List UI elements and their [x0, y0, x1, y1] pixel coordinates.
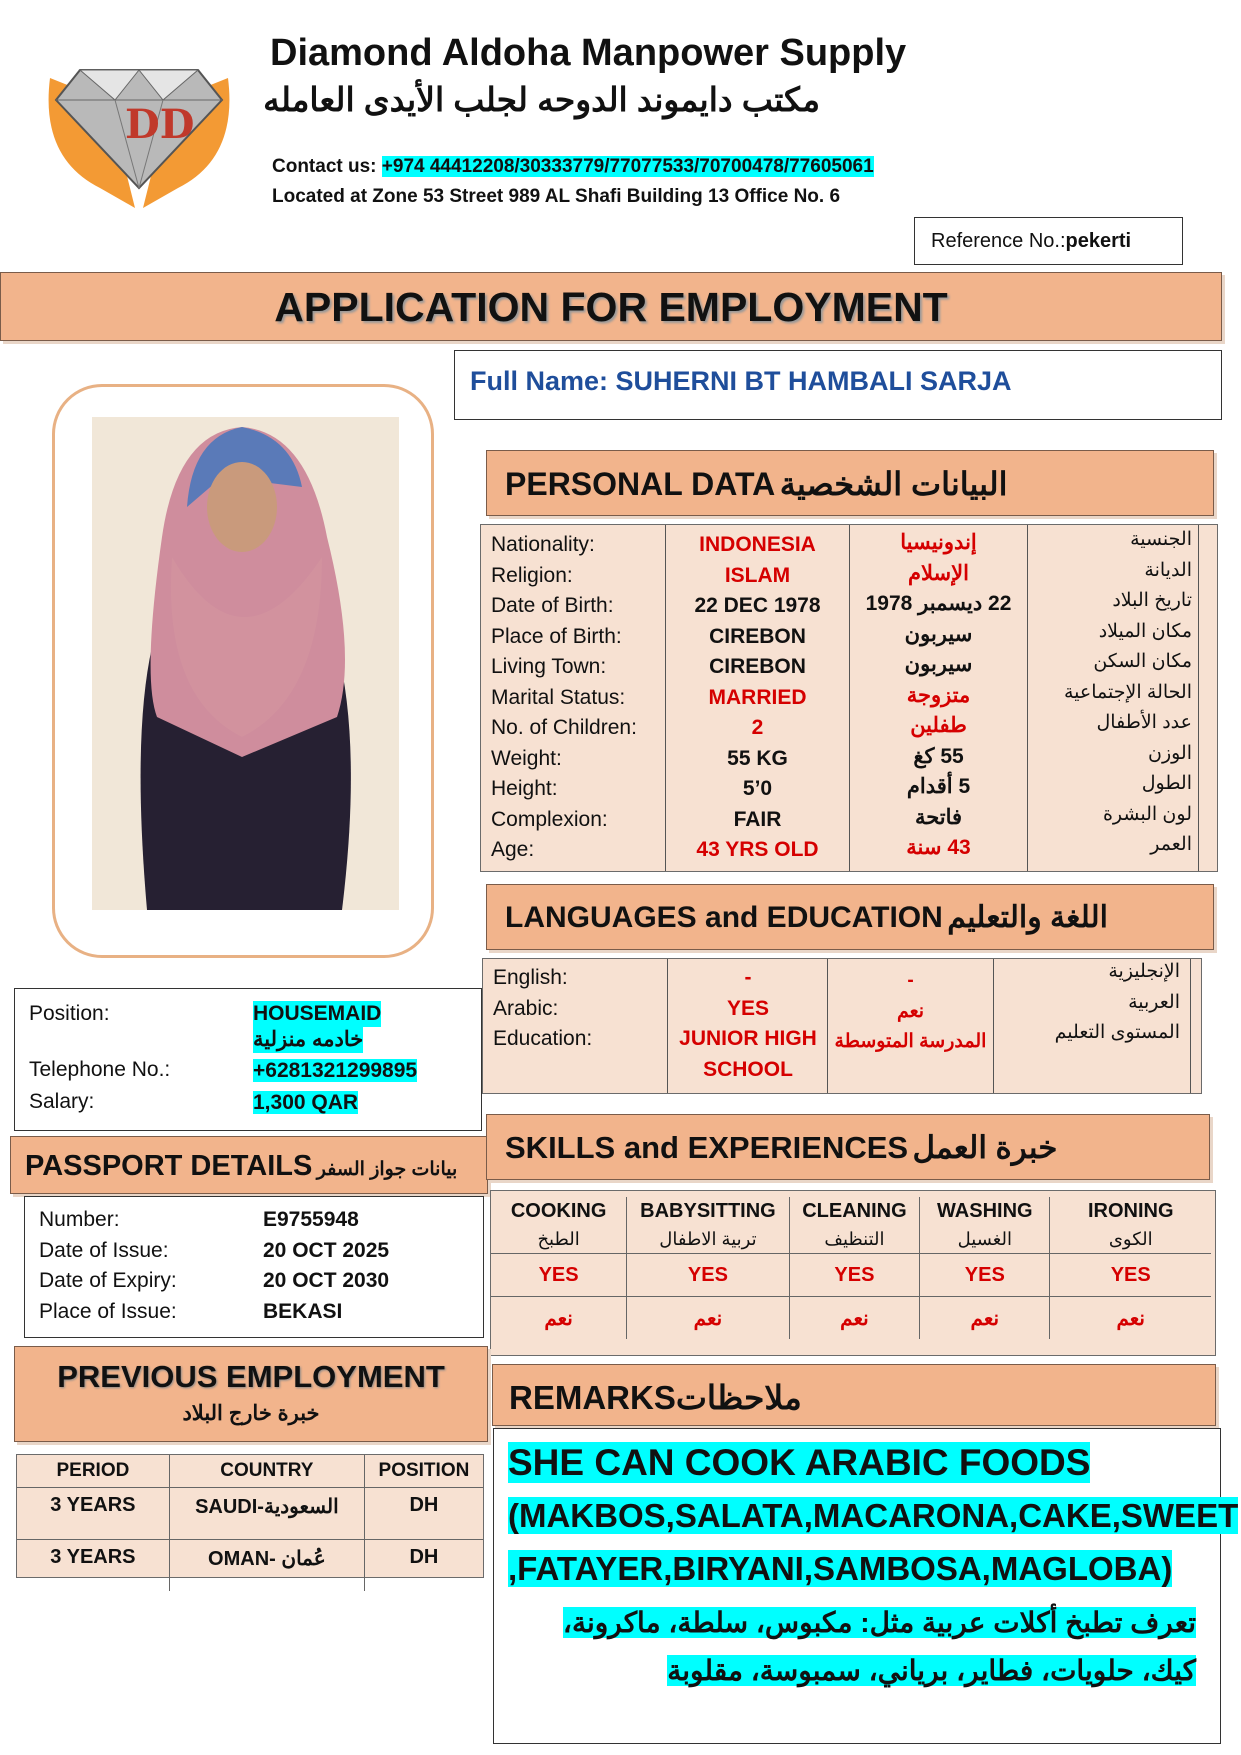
previous-position-cell: DH	[409, 1546, 439, 1568]
personal-value-ar: متزوجة	[906, 683, 971, 707]
passport-value: 20 OCT 2025	[263, 1238, 390, 1262]
company-name-en: Diamond Aldoha Manpower Supply	[270, 32, 907, 74]
passport-label: Place of Issue:	[39, 1299, 177, 1323]
personal-value-ar: 22 ديسمبر 1978	[865, 592, 1012, 615]
personal-label: Religion:	[491, 563, 573, 587]
personal-value: 43 YRS OLD	[696, 838, 819, 861]
reference-value: pekerti	[1065, 230, 1132, 252]
logo-letters: DD	[125, 101, 195, 148]
skills-table	[490, 1190, 1216, 1356]
skill-yes_ar-cell: نعم	[627, 1297, 789, 1340]
passport-label: Date of Expiry:	[39, 1269, 177, 1292]
telephone-label: Telephone No.:	[29, 1058, 171, 1081]
application-title	[0, 272, 1222, 341]
passport-label: Date of Issue:	[39, 1238, 169, 1262]
full-name-label: Full Name:	[470, 366, 609, 396]
skill-yes_ar-cell: نعم	[491, 1297, 627, 1340]
personal-label-ar: تاريخ البلاد	[1112, 590, 1192, 611]
applicant-photo	[92, 417, 399, 910]
previous-column-header: POSITION	[364, 1455, 483, 1488]
previous-country-cell: SAUDI-السعودية	[169, 1488, 364, 1540]
passport-heading	[10, 1136, 488, 1194]
personal-label: Age:	[491, 838, 535, 861]
personal-value-ar: إندونيسيا	[900, 531, 977, 554]
personal-data-table	[480, 524, 1218, 872]
skill-yes_ar-cell: نعم	[789, 1297, 919, 1340]
languages-heading	[486, 884, 1214, 950]
personal-value: 2	[751, 716, 764, 739]
skill-yes_ar-cell: نعم	[1116, 1307, 1145, 1330]
personal-label-ar: عدد الأطفال	[1096, 712, 1192, 733]
remarks-box	[493, 1428, 1239, 1744]
skill-ar-cell: التنظيف	[789, 1225, 919, 1254]
personal-data-heading	[486, 450, 1214, 516]
previous-country-cell: OMAN- عُمان	[169, 1540, 364, 1592]
skill-en-cell: WASHING	[920, 1197, 1050, 1225]
previous-heading-ar: خبرة خارج البلاد	[182, 1402, 320, 1425]
skills-heading-en: SKILLS and EXPERIENCES	[505, 1130, 909, 1165]
skill-ar-cell: الطبخ	[491, 1225, 627, 1254]
personal-label: Date of Birth:	[491, 594, 614, 617]
remarks-line-2: (MAKBOS,SALATA,MACARONA,CAKE,SWEET	[508, 1497, 1239, 1534]
company-logo	[30, 38, 248, 216]
personal-value-ar: فاتحة	[914, 805, 963, 829]
passport-heading-en: PASSPORT DETAILS	[25, 1150, 313, 1182]
personal-label-ar: مكان السكن	[1093, 651, 1192, 672]
skill-ar-cell: الغسيل	[920, 1225, 1050, 1254]
reference-label: Reference No.:	[931, 230, 1066, 252]
passport-label: Number:	[39, 1208, 120, 1231]
personal-label: Living Town:	[491, 655, 607, 678]
personal-value-ar: 43 سنة	[906, 836, 971, 859]
full-name-value: SUHERNI BT HAMBALI SARJA	[615, 366, 1012, 396]
personal-value: CIREBON	[709, 624, 806, 648]
personal-value-ar: 55 كغ	[913, 744, 964, 768]
personal-label-ar: لون البشرة	[1102, 803, 1192, 825]
personal-label-ar: الطول	[1141, 773, 1192, 794]
personal-value: FAIR	[733, 807, 782, 831]
personal-value: 55 KG	[727, 746, 788, 770]
skill-yes_ar-cell: نعم	[920, 1297, 1050, 1340]
skill-yes-cell: YES	[789, 1254, 919, 1297]
personal-label: No. of Children:	[491, 716, 637, 739]
reference-box	[914, 217, 1183, 265]
skill-yes-cell: YES	[491, 1254, 627, 1297]
skills-heading-ar: خبرة العمل	[912, 1130, 1058, 1165]
contact-line	[272, 156, 874, 178]
language-label-ar: العربية	[1128, 991, 1180, 1013]
full-name-box	[454, 350, 1222, 420]
remarks-heading	[492, 1364, 1216, 1426]
personal-label: Marital Status:	[491, 685, 626, 709]
languages-table	[482, 958, 1202, 1094]
personal-value: CIREBON	[709, 655, 806, 678]
language-label: Education:	[493, 1027, 593, 1050]
language-label: English:	[493, 966, 568, 989]
passport-value: BEKASI	[263, 1299, 343, 1323]
skill-en-cell: BABYSITTING	[627, 1197, 789, 1225]
languages-heading-ar: اللغة والتعليم	[947, 901, 1108, 934]
languages-heading-en: LANGUAGES and EDUCATION	[505, 901, 943, 934]
contact-numbers: +974 44412208/30333779/77077533/70700478/77605061	[381, 156, 874, 177]
remarks-line-1: SHE CAN COOK ARABIC FOODS	[508, 1442, 1091, 1483]
passport-heading-ar: بيانات جواز السفر	[316, 1159, 458, 1180]
telephone-value: +6281321299895	[253, 1059, 418, 1082]
personal-value-ar: طفلين	[910, 714, 967, 737]
remarks-heading-text: REMARKSملاحظات	[509, 1379, 802, 1416]
position-value: HOUSEMAID	[253, 1002, 382, 1025]
language-value: JUNIOR HIGH SCHOOL	[679, 1027, 817, 1081]
position-value-ar: خادمه منزلية	[253, 1028, 364, 1051]
language-label-ar: الإنجليزية	[1108, 961, 1180, 982]
personal-value: INDONESIA	[699, 533, 816, 556]
personal-heading-en: PERSONAL DATA	[505, 466, 776, 502]
remarks-line-5: كيك، حلويات، فطاير، برياني، سمبوسة، مقلوبة	[667, 1655, 1196, 1686]
personal-value: 5’0	[742, 777, 773, 800]
remarks-line-4: تعرف تطبخ أكلات عربية مثل: مكبوس، سلطة، ماكرونة،	[562, 1607, 1196, 1638]
language-value: -	[744, 966, 752, 989]
company-name-ar: مكتب دايموند الدوحه لجلب الأيدى العامله	[263, 81, 820, 118]
previous-column-header: COUNTRY	[169, 1455, 364, 1488]
skill-yes-cell: YES	[920, 1254, 1050, 1297]
salary-label: Salary:	[29, 1090, 95, 1113]
position-box	[14, 988, 482, 1131]
personal-label: Place of Birth:	[491, 624, 622, 648]
previous-column-header: PERIOD	[17, 1455, 169, 1488]
previous-employment-table	[16, 1454, 484, 1578]
application-title-text: APPLICATION FOR EMPLOYMENT	[274, 284, 948, 330]
language-label-ar: المستوى التعليم	[1054, 1022, 1180, 1043]
remarks-line-3: ,FATAYER,BIRYANI,SAMBOSA,MAGLOBA)	[508, 1550, 1173, 1587]
personal-label-ar: الديانة	[1144, 559, 1192, 581]
personal-label-ar: الوزن	[1147, 742, 1192, 764]
skill-en-cell: COOKING	[491, 1197, 627, 1225]
personal-value-ar: الإسلام	[908, 561, 969, 585]
previous-employment-heading	[14, 1346, 488, 1442]
skill-en-cell: IRONING	[1087, 1199, 1174, 1222]
personal-label: Weight:	[491, 746, 562, 770]
skill-en-cell: CLEANING	[789, 1197, 919, 1225]
personal-value: MARRIED	[708, 685, 807, 709]
personal-label-ar: الحالة الإجتماعية	[1064, 681, 1192, 703]
skill-ar-cell: الكوى	[1050, 1225, 1211, 1254]
previous-period-cell: 3 YEARS	[17, 1540, 169, 1592]
personal-label: Height:	[491, 777, 558, 800]
personal-heading-ar: البيانات الشخصية	[779, 466, 1008, 502]
skills-heading	[486, 1114, 1210, 1180]
previous-period-cell: 3 YEARS	[17, 1488, 169, 1540]
personal-label-ar: الجنسية	[1130, 529, 1192, 550]
language-value-ar: نعم	[896, 1000, 925, 1022]
previous-position-cell: DH	[364, 1488, 483, 1540]
skill-yes-cell: YES	[1050, 1254, 1211, 1297]
address-line: Located at Zone 53 Street 989 AL Shafi Building 13 Office No. 6	[272, 186, 841, 207]
passport-box	[24, 1196, 484, 1338]
position-label: Position:	[29, 1002, 110, 1025]
language-value: YES	[726, 996, 770, 1020]
personal-value-ar: 5 أقدام	[906, 775, 971, 798]
personal-value: ISLAM	[724, 563, 791, 587]
language-label: Arabic:	[493, 996, 559, 1020]
passport-value: E9755948	[263, 1208, 359, 1231]
personal-label: Nationality:	[491, 533, 595, 556]
personal-label: Complexion:	[491, 807, 608, 831]
personal-value: 22 DEC 1978	[694, 594, 821, 617]
skill-ar-cell: تربية الاطفال	[627, 1225, 789, 1254]
language-value-ar: المدرسة المتوسطة	[834, 1031, 987, 1052]
passport-value: 20 OCT 2030	[263, 1269, 390, 1292]
language-value-ar: -	[907, 970, 914, 991]
salary-value: 1,300 QAR	[253, 1091, 359, 1114]
personal-value-ar: سيربون	[904, 653, 973, 676]
photo-frame	[52, 384, 434, 958]
personal-label-ar: مكان الميلاد	[1098, 620, 1192, 642]
personal-label-ar: العمر	[1150, 834, 1192, 855]
contact-label: Contact us:	[272, 156, 377, 177]
personal-value-ar: سيربون	[904, 622, 973, 646]
skill-yes-cell: YES	[627, 1254, 789, 1297]
previous-heading-en: PREVIOUS EMPLOYMENT	[57, 1359, 445, 1394]
